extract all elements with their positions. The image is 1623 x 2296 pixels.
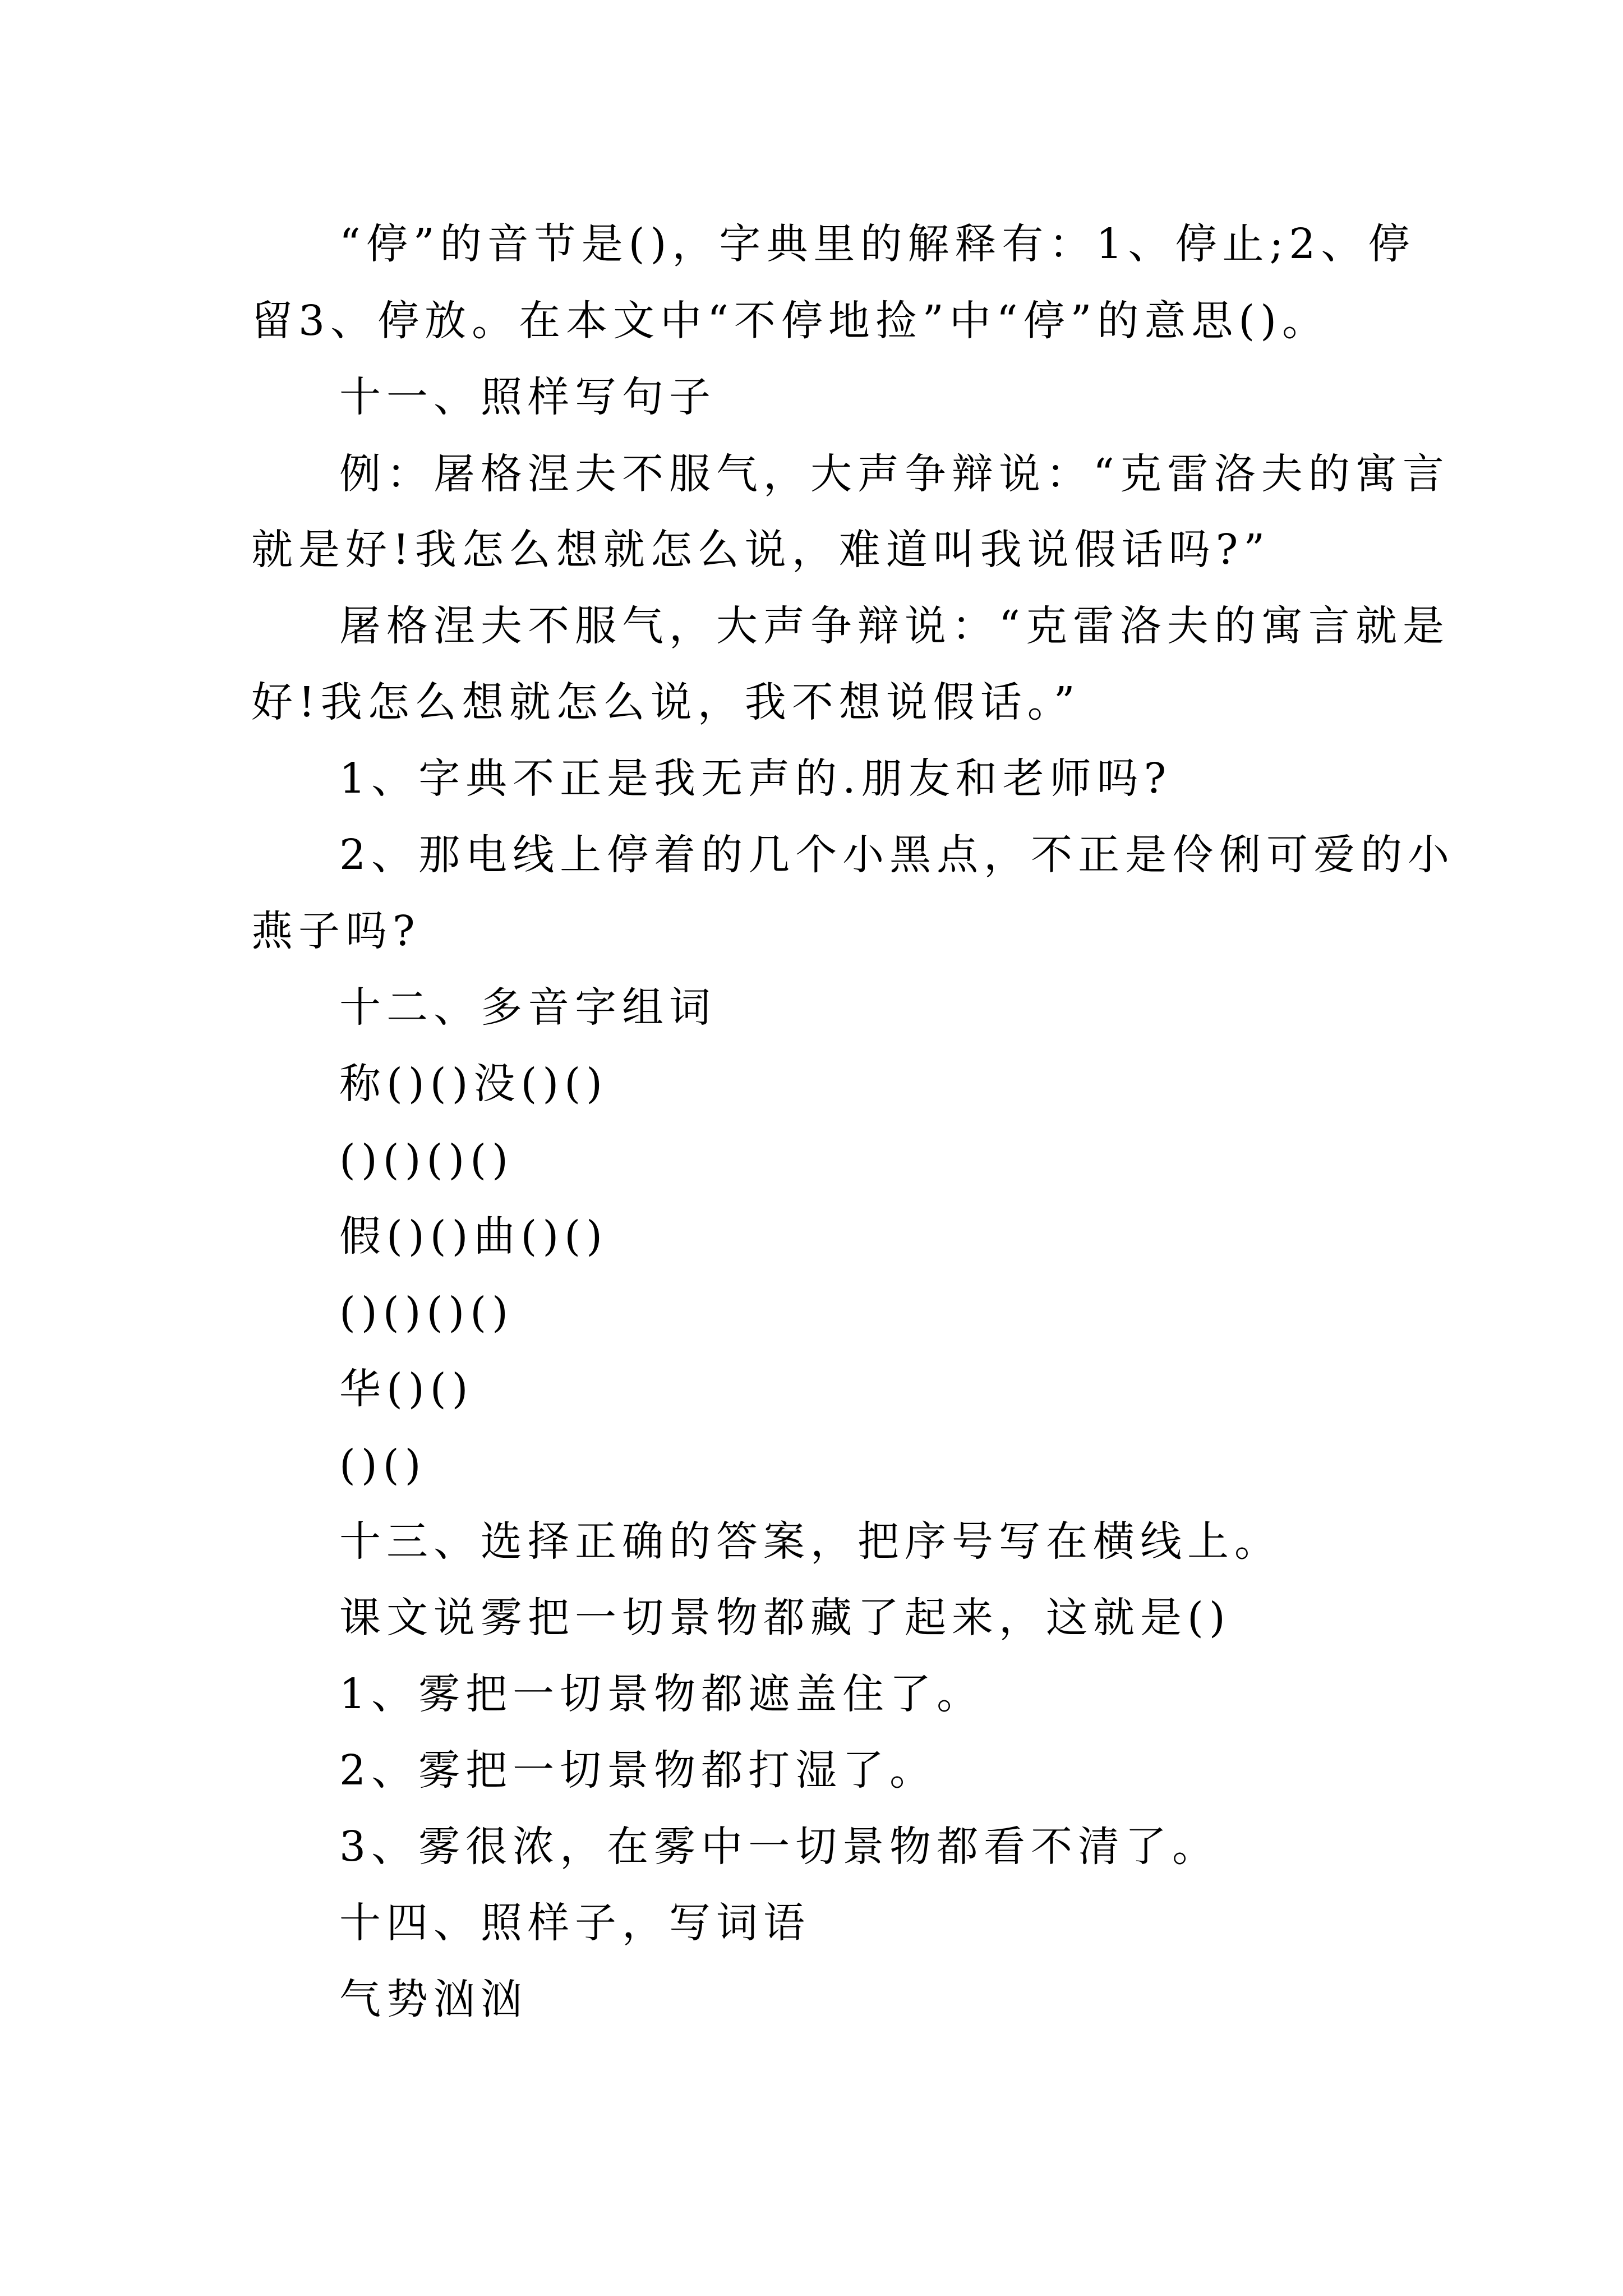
list-item: 1、字典不正是我无声的.朋友和老师吗? bbox=[339, 754, 1172, 803]
exercise-line: ()() bbox=[339, 1441, 427, 1489]
paragraph-line: 课文说雾把一切景物都藏了起来，这就是() bbox=[339, 1594, 1231, 1642]
exercise-line: ()()()() bbox=[339, 1136, 514, 1184]
section-heading: 十二、多音字组词 bbox=[339, 983, 716, 1032]
paragraph-line: 屠格涅夫不服气，大声争辩说：“克雷洛夫的寓言就是 bbox=[339, 602, 1450, 650]
list-item: 2、雾把一切景物都打湿了。 bbox=[339, 1746, 937, 1795]
section-heading: 十三、选择正确的答案，把序号写在横线上。 bbox=[339, 1517, 1281, 1566]
list-item: 2、那电线上停着的几个小黑点，不正是伶俐可爱的小 bbox=[339, 831, 1455, 879]
example-word: 气势汹汹 bbox=[339, 1975, 528, 2023]
paragraph-line: 例：屠格涅夫不服气，大声争辩说：“克雷洛夫的寓言 bbox=[339, 450, 1450, 498]
list-item: 3、雾很浓，在雾中一切景物都看不清了。 bbox=[339, 1823, 1220, 1871]
paragraph-line: 留3、停放。在本文中“不停地捡”中“停”的意思()。 bbox=[251, 297, 1330, 345]
exercise-line: 称()()没()() bbox=[339, 1060, 608, 1108]
paragraph-line: “停”的音节是()，字典里的解释有：1、停止;2、停 bbox=[339, 220, 1415, 268]
exercise-line: 华()() bbox=[339, 1365, 474, 1413]
exercise-line: 假()()曲()() bbox=[339, 1212, 608, 1260]
paragraph-line: 就是好!我怎么想就怎么说，难道叫我说假话吗?” bbox=[251, 526, 1271, 574]
section-heading: 十一、照样写句子 bbox=[339, 373, 716, 421]
paragraph-line: 好!我怎么想就怎么说，我不想说假话。” bbox=[251, 678, 1081, 726]
section-heading: 十四、照样子，写词语 bbox=[339, 1899, 810, 1947]
paragraph-line: 燕子吗? bbox=[251, 907, 421, 955]
list-item: 1、雾把一切景物都遮盖住了。 bbox=[339, 1670, 984, 1718]
exercise-line: ()()()() bbox=[339, 1289, 514, 1337]
